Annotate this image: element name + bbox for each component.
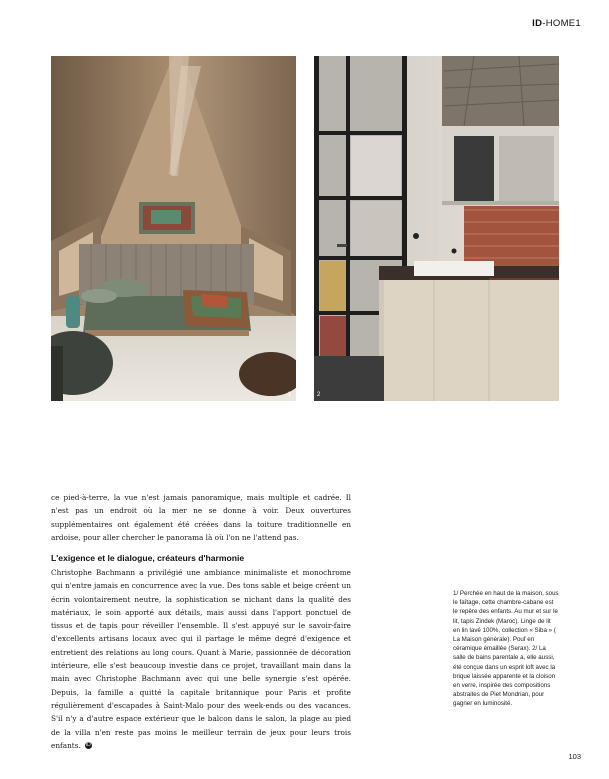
magazine-section: -HOME1 <box>542 18 581 29</box>
intro-text: ce pied-à-terre, la vue n'est jamais panoramique, mais multiple et cadrée. Il n'est pas un endroit où la mer ne se donne à voir. Deux ouvertures supplémentaires ont également été créées dans la toiture traditionnelle en ardoise, pour aller chercher le panorama là où l'on ne l'attend pas. <box>51 493 351 542</box>
photo-number: 2 <box>317 392 321 398</box>
magazine-brand: ID <box>532 18 543 29</box>
page-number: 103 <box>568 752 581 761</box>
photo-number: 1 <box>287 392 291 398</box>
intro-paragraph <box>51 491 351 544</box>
photo-bathroom <box>314 56 559 401</box>
section-heading: L'exigence et le dialogue, créateurs d'harmonie <box>51 553 245 563</box>
section-body <box>51 566 351 752</box>
section-body-text: Christophe Bachmann a privilégié une ambiance minimaliste et monochrome qui n'entre jamais en concurrence avec la vue. Des tons sable et beige créent un écrin volontairement neutre, la sophistication se nichant dans la qualité des matériaux, le soin apporté aux détails, mais aussi dans l'apport ponctuel de tissus et de tapis pour réveiller l'ensemble. Il s'est appuyé sur le savoir-faire d'excellents artisans locaux avec qui il partage le même degré d'exigence et entretient des relations au long cours. Quant à Marie, passionnée de décoration intérieure, elle s'est beaucoup investie dans ce projet, travaillant main dans la main avec Christophe Bachmann avec qui une belle synergie s'est opérée. Depuis, la famille a quitté la capitale britannique pour Paris et profite régulièrement d'escapades à Saint-Malo pour des week-ends ou des vacances. S'il n'y a d'autre espace extérieur que le balcon dans le salon, la plage au pied de la villa n'en reste pas moins le meilleur terrain de jeux pour leurs trois enfants. <box>51 568 351 750</box>
photo-bedroom <box>51 56 296 401</box>
end-of-article-icon: ID <box>85 742 91 749</box>
photo-caption: 1/ Perchée en haut de la maison, sous le faîtage, cette chambre-cabane est le repère des enfants. Au mur et sur le lit, tapis Zindek (Maroc). Linge de lit en lin lavé 100%, collection « Siba » ( La Maison générale). Pouf en céramique émaillée (Serax). 2/ La salle de bains parentale a, elle aussi, été conçue dans un esprit loft avec la brique laissée apparente et la cloison en verre, inspirée des compositions abstraites de Piet Mondrian, pour gagner en luminosité. <box>453 590 559 708</box>
article-section <box>51 553 351 752</box>
magazine-header <box>532 18 581 29</box>
